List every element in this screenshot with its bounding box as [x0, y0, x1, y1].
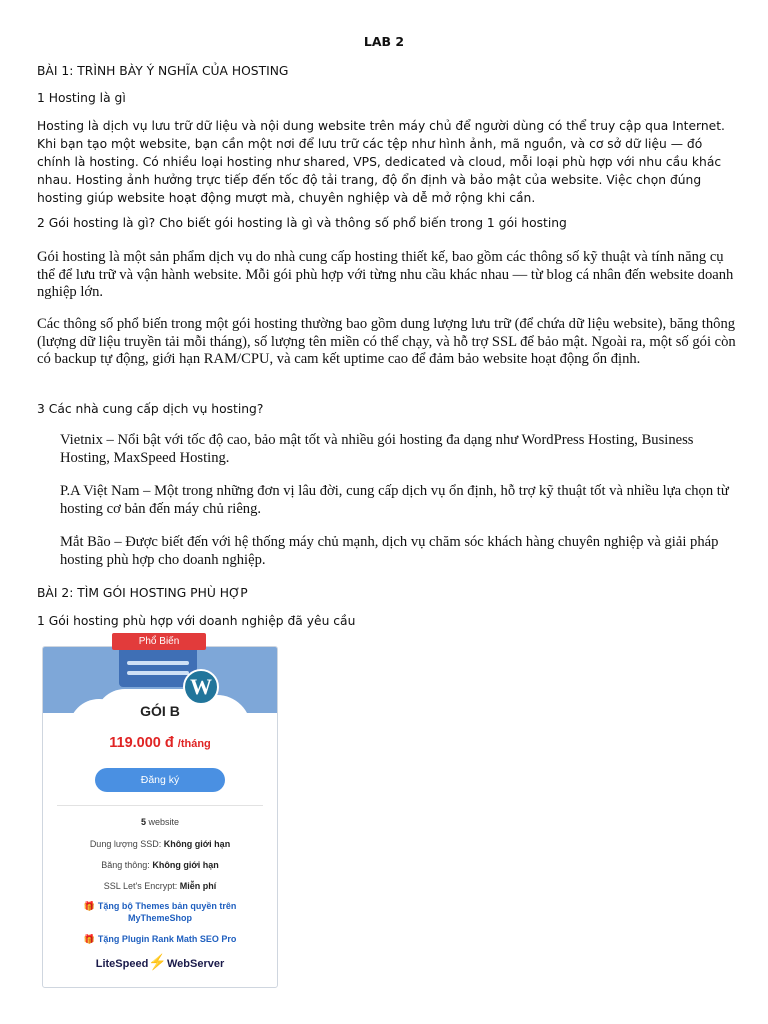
feature-ssl — [43, 881, 277, 891]
wordpress-icon: W — [183, 669, 219, 705]
plan-name: GÓI B — [140, 703, 180, 719]
popular-ribbon: Phổ Biến — [112, 633, 206, 650]
bandwidth-value: Không giới hạn — [152, 860, 219, 870]
q1-body: Hosting là dịch vụ lưu trữ dữ liệu và nội dung website trên máy chủ để người dùng có thể truy cập qua Internet. Khi bạn tạo một website, bạn cần một nơi để lưu trữ các tệp như hình ảnh, mã nguồn, và cơ sở dữ liệu — đó chính là hosting. Có nhiều loại hosting như shared, VPS, dedicated và cloud, mỗi loại phù hợp với nhu cầu khác nhau. Hosting ảnh hưởng trực tiếp đến tốc độ tải trang, độ ổn định và bảo mật của website. Việc chọn đúng hosting giúp website hoạt động mượt mà, chuyên nghiệp và dễ mở rộng khi cần. — [37, 119, 725, 205]
price-value: 119.000 đ — [109, 735, 174, 751]
gift-plugin — [43, 933, 277, 945]
bai1-heading: BÀI 1: TRÌNH BÀY Ý NGHĨA CỦA HOSTING — [37, 64, 289, 78]
price-unit: /tháng — [177, 738, 211, 750]
litespeed-logo-left: LiteSpeed — [95, 958, 149, 970]
litespeed-logo — [43, 953, 277, 971]
ssd-value: Không giới hạn — [163, 839, 231, 849]
q2-paragraph-1: Gói hosting là một sản phẩm dịch vụ do nhà cung cấp hosting thiết kế, bao gồm các thông số kỹ thuật và tính năng cụ thể để lưu trữ và vận hành website. Mỗi gói phù hợp với từng nhu cầu khác nhau — từ blog cá nhân đến website doanh nghiệp lớn. — [37, 249, 734, 300]
provider-item: Mắt Bão – Được biết đến với hệ thống máy chủ mạnh, dịch vụ chăm sóc khách hàng chuyên nghiệp và giải pháp hosting phù hợp cho doanh nghiệp. — [60, 534, 719, 568]
document-title: LAB 2 — [363, 34, 405, 49]
feature-ssd — [43, 839, 277, 849]
q1-heading: 1 Hosting là gì — [37, 91, 126, 105]
register-button[interactable]: Đăng ký — [95, 768, 225, 792]
websites-value: 5 — [140, 817, 146, 827]
q2-paragraph-2: Các thông số phổ biến trong một gói hosting thường bao gồm dung lượng lưu trữ (để chứa dữ liệu website), băng thông (lượng dữ liệu truyền tải mỗi tháng), số lượng tên miền có thể chạy, và hỗ trợ SSL để bảo mật. Ngoài ra, một số gói còn có backup tự động, giới hạn RAM/CPU, và cam kết uptime cao để đảm bảo website hoạt động ổn định. — [37, 316, 736, 367]
divider — [57, 805, 263, 806]
feature-bandwidth — [43, 860, 277, 870]
websites-label: website — [148, 817, 180, 827]
bai2-q1: 1 Gói hosting phù hợp với doanh nghiệp đã yêu cầu — [37, 614, 356, 628]
provider-item: Vietnix – Nổi bật với tốc độ cao, bảo mật tốt và nhiều gói hosting đa dạng như WordPress Hosting, Business Hosting, MaxSpeed Hosting. — [60, 432, 694, 466]
ssd-label: Dung lượng SSD: — [89, 839, 162, 849]
feature-websites — [43, 817, 277, 827]
gift-themes-text: Tặng bộ Themes bản quyền trên MyThemeShop — [97, 901, 237, 923]
litespeed-logo-right: WebServer — [166, 958, 225, 970]
hosting-plan-card — [42, 646, 278, 988]
lightning-icon: ⚡ — [148, 954, 167, 971]
bandwidth-label: Băng thông: — [101, 860, 150, 870]
gift-plugin-text: Tặng Plugin Rank Math SEO Pro — [97, 934, 237, 944]
bai2-heading: BÀI 2: TÌM GÓI HOSTING PHÙ HỢP — [37, 586, 248, 600]
q3-heading: 3 Các nhà cung cấp dịch vụ hosting? — [37, 402, 264, 416]
plan-price — [43, 735, 277, 751]
gift-icon: 🎁 — [83, 901, 95, 911]
ssl-value: Miễn phí — [179, 881, 217, 891]
gift-themes — [43, 900, 277, 924]
gift-icon: 🎁 — [83, 934, 95, 944]
hosting-plan-image — [42, 638, 278, 988]
provider-item: P.A Việt Nam – Một trong những đơn vị lâu đời, cung cấp dịch vụ ổn định, hỗ trợ kỹ thuật tốt và nhiều lựa chọn từ hosting cơ bản đến máy chủ riêng. — [60, 483, 729, 517]
q2-heading: 2 Gói hosting là gì? Cho biết gói hosting là gì và thông số phổ biến trong 1 gói hosting — [37, 216, 567, 230]
ssl-label: SSL Let's Encrypt: — [103, 881, 178, 891]
